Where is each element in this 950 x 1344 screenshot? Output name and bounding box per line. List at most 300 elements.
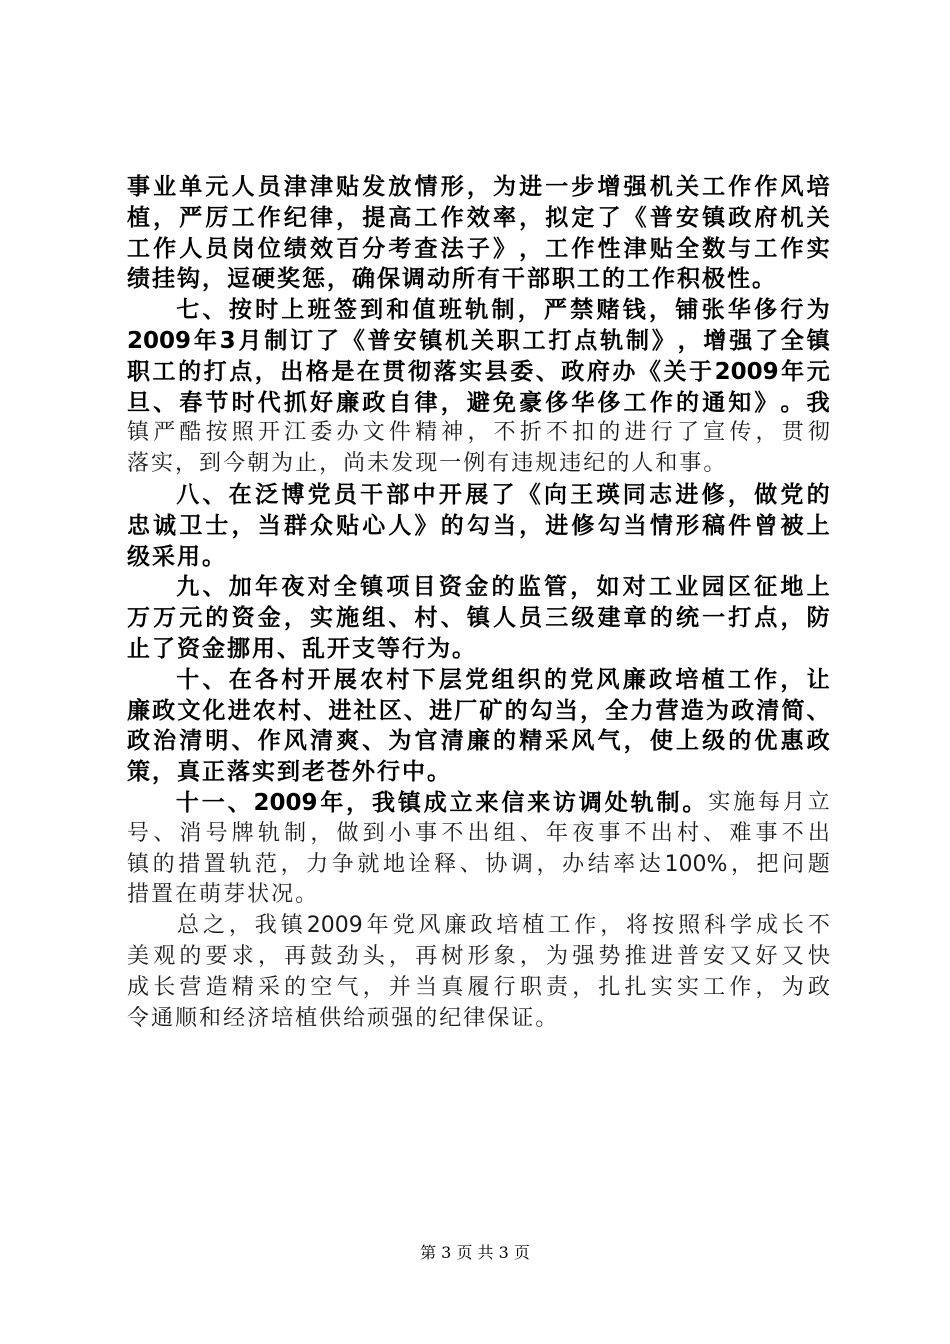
text-char: 例 — [463, 451, 486, 477]
text-char: 供 — [319, 1005, 342, 1031]
text-char: 勾 — [529, 697, 553, 724]
text-char: 侈 — [545, 389, 569, 416]
text-char: 就 — [357, 851, 380, 877]
text-line — [127, 418, 830, 449]
text-char: 钱 — [622, 297, 646, 324]
text-char: 《 — [623, 204, 647, 231]
text-char: 纪 — [439, 1005, 462, 1031]
text-char: 放 — [388, 174, 412, 200]
text-char: ， — [570, 574, 594, 601]
text-char: 营 — [655, 697, 679, 724]
text-char: 、 — [362, 728, 386, 755]
text-char: 力 — [306, 851, 329, 877]
text-char: 折 — [519, 420, 542, 446]
text-char: 厂 — [454, 697, 478, 724]
text-char: 爽 — [336, 728, 360, 755]
text-char: ， — [727, 481, 751, 508]
text-char: 的 — [178, 358, 202, 385]
text-char: 津 — [309, 174, 333, 200]
text-char: 员 — [519, 605, 543, 632]
text-char: 硬 — [252, 266, 275, 293]
text-char: 年 — [546, 820, 569, 846]
text-char: 和 — [199, 1005, 222, 1031]
text-char: 不 — [624, 820, 647, 846]
text-char: 群 — [283, 512, 307, 539]
text-char: 政 — [806, 728, 830, 755]
text-char: 精 — [519, 728, 543, 755]
text-char: 织 — [517, 666, 541, 693]
text-char: 落 — [433, 358, 457, 385]
text-char: 作 — [153, 235, 177, 262]
text-char: ， — [346, 789, 370, 816]
text-char: 避 — [466, 389, 490, 416]
text-char: 情 — [649, 512, 673, 539]
text-char: 夜 — [281, 574, 305, 601]
text-char: ， — [519, 204, 543, 231]
text-char: 的 — [205, 605, 229, 632]
text-char: 贴 — [336, 512, 360, 539]
text-char: 《 — [341, 327, 365, 354]
text-char: 律 — [309, 204, 333, 231]
text-char: 津 — [623, 235, 647, 262]
text-char: 了 — [755, 327, 779, 354]
text-char: 工 — [754, 235, 778, 262]
text-char: 作 — [780, 235, 804, 262]
text-char: ， — [677, 327, 701, 354]
text-char: 实 — [151, 451, 174, 477]
text-line — [127, 942, 830, 973]
text-char: 金 — [257, 605, 281, 632]
text-char: 、 — [153, 389, 177, 416]
text-char: 员 — [333, 481, 357, 508]
text-char: 状 — [247, 882, 270, 908]
text-char: 贴 — [649, 235, 673, 262]
text-char: 作 — [754, 666, 778, 693]
text-char: 立 — [449, 789, 473, 816]
text-char: 行 — [377, 759, 400, 786]
text-char: 当 — [623, 512, 647, 539]
text-char: 措 — [127, 882, 150, 908]
text-char: 真 — [177, 759, 200, 786]
text-char: 党 — [392, 913, 415, 939]
text-char: 未 — [367, 451, 390, 477]
text-char: ， — [572, 974, 595, 1000]
text-char: 实 — [650, 974, 673, 1000]
text-char: 贴 — [336, 174, 360, 200]
text-char: 造 — [680, 697, 704, 724]
text-char: ， — [388, 943, 411, 969]
text-char: 员 — [257, 174, 281, 200]
text-char: 作 — [754, 174, 778, 200]
text-char: 有 — [477, 266, 500, 293]
text-char: 免 — [492, 389, 516, 416]
text-char: 。 — [427, 759, 450, 786]
text-char: 风 — [596, 666, 620, 693]
text-char: 、 — [806, 697, 830, 724]
text-char: 人 — [492, 605, 516, 632]
text-char: 是 — [331, 358, 355, 385]
text-line — [127, 542, 830, 573]
text-char: 当 — [415, 974, 438, 1000]
text-char: 正 — [202, 759, 225, 786]
text-char: 的 — [492, 728, 516, 755]
text-char: 长 — [781, 913, 804, 939]
text-char: 志 — [649, 481, 673, 508]
text-char: ， — [202, 266, 225, 293]
text-char: 廉 — [444, 913, 467, 939]
text-char: 当 — [554, 697, 578, 724]
text-char: 支 — [352, 635, 375, 662]
text-char: 建 — [597, 605, 621, 632]
text-char: 有 — [487, 451, 510, 477]
text-char: 出 — [467, 820, 490, 846]
text-char: ， — [231, 512, 255, 539]
text-char: 众 — [309, 512, 333, 539]
text-char: ， — [649, 297, 673, 324]
text-char: 位 — [257, 235, 281, 262]
text-char: 律 — [463, 1005, 486, 1031]
text-char: 政 — [152, 697, 176, 724]
text-char: 政 — [649, 666, 673, 693]
text-char: ， — [580, 697, 604, 724]
text-char: 党 — [307, 481, 331, 508]
text-char: 到 — [360, 297, 384, 324]
text-char: 事 — [755, 820, 778, 846]
text-char: 问 — [782, 851, 805, 877]
text-char: ， — [228, 913, 251, 939]
text-char: 勾 — [466, 512, 490, 539]
text-char: 忠 — [127, 512, 150, 539]
text-char: 点 — [754, 605, 778, 632]
text-char: 3 — [219, 327, 236, 354]
text-char: 强 — [729, 327, 753, 354]
text-char: 小 — [388, 820, 411, 846]
text-char: 风 — [571, 728, 595, 755]
text-char: 政 — [362, 389, 386, 416]
text-char: 成 — [127, 974, 150, 1000]
text-char: 人 — [388, 512, 412, 539]
text-char: 政 — [561, 358, 585, 385]
text-char: 为 — [705, 697, 729, 724]
text-char: 措 — [178, 851, 201, 877]
text-char: 工 — [627, 266, 650, 293]
text-char: 强 — [572, 943, 595, 969]
text-char: 鼓 — [310, 943, 333, 969]
text-char: 拟 — [545, 204, 569, 231]
text-char: 培 — [496, 913, 519, 939]
text-char: 廉 — [127, 697, 150, 724]
text-char: 点 — [229, 358, 253, 385]
text-char: 牌 — [231, 820, 254, 846]
text-char: 扎 — [624, 974, 647, 1000]
text-char: 元 — [806, 358, 830, 385]
text-char: 。 — [202, 543, 225, 570]
text-char: 开 — [307, 666, 331, 693]
text-char: 作 — [728, 174, 752, 200]
text-char: 工 — [414, 204, 438, 231]
text-char: 组 — [491, 666, 515, 693]
text-char: 工 — [231, 204, 255, 231]
text-char: 气 — [597, 728, 621, 755]
text-char: 顽 — [367, 1005, 390, 1031]
text-char: 苍 — [327, 759, 350, 786]
text-char: 制 — [491, 297, 515, 324]
text-char: 金 — [465, 574, 489, 601]
text-char: 清 — [179, 728, 203, 755]
text-char: 党 — [780, 481, 804, 508]
text-char: 、 — [153, 820, 176, 846]
text-char: 各 — [255, 666, 279, 693]
text-char: ， — [780, 666, 804, 693]
text-char: 月 — [238, 327, 262, 354]
text-char: 协 — [485, 851, 508, 877]
text-char: 对 — [622, 574, 646, 601]
text-char: 关 — [663, 358, 687, 385]
text-char: 中 — [402, 759, 425, 786]
text-char: 职 — [552, 266, 575, 293]
text-char: 不 — [493, 420, 516, 446]
text-char: 镇 — [419, 327, 443, 354]
text-char: 形 — [675, 512, 699, 539]
text-char: 制 — [264, 327, 288, 354]
text-char: 履 — [467, 974, 490, 1000]
text-char: 开 — [257, 420, 280, 446]
text-char: 2009 — [253, 789, 318, 816]
text-char: 部 — [386, 481, 410, 508]
text-char: 上 — [806, 512, 830, 539]
text-char: 作 — [729, 974, 752, 1000]
text-char: 工 — [545, 235, 569, 262]
text-char: 镇 — [466, 605, 490, 632]
text-char: 风 — [780, 174, 804, 200]
text-char: 风 — [418, 913, 441, 939]
text-char: 扣 — [572, 420, 595, 446]
text-char: 行 — [493, 974, 516, 1000]
text-char: 办 — [562, 851, 585, 877]
text-char: 修 — [571, 512, 595, 539]
text-char: 违 — [559, 451, 582, 477]
text-char: 瑛 — [596, 481, 620, 508]
text-char: 关 — [806, 204, 830, 231]
text-char: 打 — [548, 327, 572, 354]
text-char: 镇 — [360, 574, 384, 601]
text-char: 按 — [652, 913, 675, 939]
text-char: 外 — [352, 759, 375, 786]
text-char: 开 — [327, 635, 350, 662]
text-char: 人 — [179, 235, 203, 262]
text-char: 力 — [630, 697, 654, 724]
text-char: 不 — [807, 913, 830, 939]
text-char: 当 — [257, 512, 281, 539]
text-char: 订 — [290, 327, 314, 354]
text-char: 月 — [782, 789, 805, 815]
text-char: 铺 — [675, 297, 699, 324]
text-line — [127, 973, 830, 1004]
text-char: 当 — [492, 512, 516, 539]
text-char: 保 — [487, 1005, 510, 1031]
text-char: 工 — [703, 974, 726, 1000]
text-char: 数 — [702, 235, 726, 262]
text-char: 村 — [281, 666, 305, 693]
text-char: 级 — [127, 543, 150, 570]
text-char: 金 — [202, 635, 225, 662]
text-char: 。 — [780, 389, 804, 416]
text-char: 释 — [434, 851, 457, 877]
text-char: 事 — [415, 820, 438, 846]
text-char: 干 — [502, 266, 525, 293]
text-line — [127, 757, 830, 788]
text-char: 令 — [127, 1005, 150, 1031]
text-char: 组 — [362, 605, 386, 632]
text-char: 步 — [571, 174, 595, 200]
text-char: 植 — [701, 666, 725, 693]
text-char: 、 — [440, 605, 464, 632]
text-char: 的 — [806, 481, 830, 508]
text-char: 工 — [548, 913, 571, 939]
text-char: 人 — [631, 451, 654, 477]
text-char: 为 — [806, 297, 830, 324]
text-char: 成 — [755, 913, 778, 939]
text-char: 的 — [607, 451, 630, 477]
text-char: 事 — [127, 174, 150, 200]
text-char: 访 — [553, 789, 577, 816]
text-char: 轨 — [229, 851, 252, 877]
text-char: 廉 — [336, 389, 360, 416]
text-char: 展 — [333, 666, 357, 693]
text-char: ， — [362, 974, 385, 1000]
text-char: 禁 — [570, 297, 594, 324]
text-char: 性 — [727, 266, 750, 293]
text-char: 、 — [202, 297, 226, 324]
text-char: 九 — [176, 574, 200, 601]
text-char: 工 — [623, 389, 647, 416]
text-char: 政 — [807, 974, 830, 1000]
text-char: 委 — [310, 420, 333, 446]
text-char: 进 — [624, 420, 647, 446]
text-line — [127, 819, 830, 850]
text-char: 华 — [727, 297, 751, 324]
text-char: ， — [730, 851, 753, 877]
text-char: 职 — [496, 327, 520, 354]
text-char: 难 — [729, 820, 752, 846]
text-char: 精 — [415, 420, 438, 446]
text-char: 芽 — [223, 882, 246, 908]
text-char: 、 — [388, 605, 412, 632]
text-char: 农 — [252, 697, 276, 724]
text-char: 职 — [127, 358, 150, 385]
text-char: 查 — [414, 235, 438, 262]
text-char: 侈 — [597, 389, 621, 416]
text-char: 挪 — [227, 635, 250, 662]
text-char: 了 — [152, 635, 175, 662]
text-char: 村 — [278, 697, 302, 724]
text-char: 到 — [199, 451, 222, 477]
text-char: 镇 — [397, 789, 421, 816]
text-char: 求 — [231, 943, 254, 969]
text-char: 科 — [704, 913, 727, 939]
text-char: 将 — [626, 913, 649, 939]
text-char: 修 — [701, 481, 725, 508]
text-char: 防 — [806, 605, 830, 632]
text-char: 。 — [452, 635, 475, 662]
text-char: 地 — [382, 851, 405, 877]
text-char: 性 — [597, 235, 621, 262]
text-char: 王 — [570, 481, 594, 508]
text-char: 委 — [510, 358, 534, 385]
text-char: 实 — [252, 759, 275, 786]
text-char: 再 — [415, 943, 438, 969]
text-char: 到 — [277, 759, 300, 786]
text-char: 证 — [511, 1005, 534, 1031]
text-char: 三 — [545, 605, 569, 632]
text-char: 推 — [624, 943, 647, 969]
text-char: 植 — [127, 204, 150, 231]
text-char: 强 — [391, 1005, 414, 1031]
text-char: 考 — [388, 235, 412, 262]
text-char: 绩 — [127, 266, 150, 293]
text-char: 在 — [356, 358, 380, 385]
text-char: 进 — [328, 697, 352, 724]
text-char: 制 — [284, 820, 307, 846]
text-char: 和 — [386, 297, 410, 324]
text-char: 并 — [388, 974, 411, 1000]
text-char: 头 — [362, 943, 385, 969]
text-char: 成 — [423, 789, 447, 816]
text-char: 张 — [701, 297, 725, 324]
text-char: 调 — [510, 851, 533, 877]
text-char: 做 — [754, 481, 778, 508]
text-char: 向 — [543, 481, 567, 508]
text-char: 打 — [728, 605, 752, 632]
text-char: 2009 — [127, 327, 192, 354]
text-char: 华 — [571, 389, 595, 416]
text-char: 轨 — [600, 327, 624, 354]
text-char: 营 — [179, 974, 202, 1000]
text-char: 》 — [414, 512, 438, 539]
text-char: 工 — [152, 358, 176, 385]
text-char: 争 — [331, 851, 354, 877]
text-char: 施 — [336, 605, 360, 632]
text-char: 彻 — [408, 358, 432, 385]
text-char: 普 — [367, 327, 391, 354]
text-char: 纪 — [283, 204, 307, 231]
text-char: 赌 — [596, 297, 620, 324]
page-number-footer: 第 3 页 共 3 页 — [420, 1243, 530, 1262]
text-char: 了 — [491, 481, 515, 508]
text-char: 年 — [320, 789, 344, 816]
text-char: 全 — [780, 327, 804, 354]
text-char: ， — [336, 204, 360, 231]
text-char: 、 — [403, 697, 427, 724]
text-char: 工 — [127, 235, 150, 262]
text-char: 等 — [377, 635, 400, 662]
text-char: 施 — [733, 789, 756, 815]
text-char: 定 — [571, 204, 595, 231]
text-char: 全 — [675, 235, 699, 262]
text-char: 机 — [445, 327, 469, 354]
text-char: 府 — [586, 358, 610, 385]
text-char: 官 — [414, 728, 438, 755]
text-char: 钩 — [177, 266, 200, 293]
text-char: 增 — [597, 174, 621, 200]
text-char: 》 — [754, 389, 778, 416]
text-char: 、 — [459, 851, 482, 877]
text-char: 不 — [546, 420, 569, 446]
text-char: 树 — [441, 943, 464, 969]
text-char: 矿 — [479, 697, 503, 724]
text-char: 监 — [517, 574, 541, 601]
text-char: 使 — [649, 728, 673, 755]
